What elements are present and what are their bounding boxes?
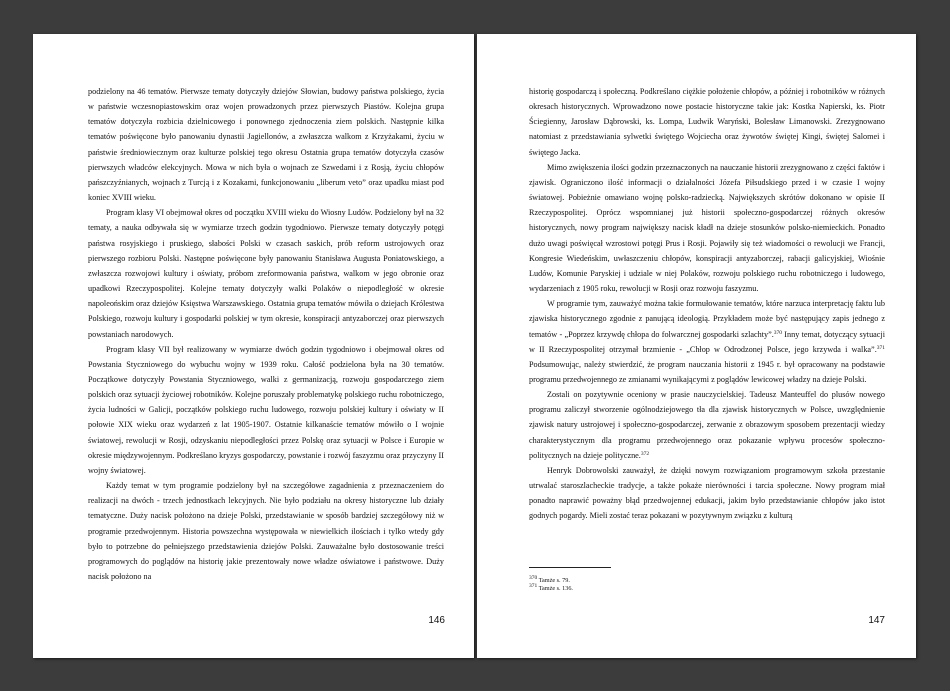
paragraph-text: W programie tym, zauważyć można takie formułowanie tematów, które narzuca interpretację faktu lub zjawiska historycznego zgodnie z panującą ideologią. Przykładem może być następujący zapis jednego z tematów - „Poprzez krzywdę chłopa do folwarcznej gospodarki szlachty”. bbox=[529, 299, 885, 339]
paragraph: Mimo zwiększenia ilości godzin przeznaczonych na nauczanie historii zrezygnowano z części faktów i zjawisk. Ograniczono ilość informacji o działalności Józefa Piłsudskiego przed i w czasie I wojny światowej. Pobieżnie omawiano wojnę polsko-radziecką. Największych skrótów dokonano w opisie II Rzeczypospolitej. Oprócz wspomnianej już historii społeczno-gospodarczej różnych okresów historycznych, nowy program największy nacisk kładł na dzieje stosunków polsko-niemieckich. Ponadto dużo uwagi poświęcał wzrostowi potęgi Prus i Rosji. Pojawiły się też wiadomości o rewolucji we Francji, Kongresie Wiedeńskim, uwłaszczeniu chłopów, konspiracji antyzaborczej, rabacji galicyjskiej, Wiośnie Ludów, Komunie Paryskiej i udziale w niej Polaków, rozwoju polskiego ruchu robotniczego i ludowego, wydarzeniach z 1905 roku, rewolucji w Rosji oraz rozwoju faszyzmu. bbox=[529, 162, 885, 294]
footnote-ref[interactable]: 372 bbox=[640, 450, 650, 457]
footnote-ref[interactable]: 370 bbox=[773, 329, 783, 336]
page-body bbox=[88, 84, 444, 584]
footnote-text: Tamże s. 79. bbox=[538, 577, 570, 584]
footnote-text: Tamże s. 136. bbox=[538, 584, 573, 592]
paragraph: Każdy temat w tym programie podzielony był na szczegółowe zagadnienia z przeznaczeniem do realizacji na dwóch - trzech jednostkach lekcyjnych. Nie było podziału na okresy historyczne lub działy tematyczne. Duży nacisk położono na dzieje Polski, przedstawianie w sposób bardziej szczegółowy niż w programie przedwojennym. Historia powszechna występowała w niewielkich ilościach i tylko wtedy gdy było to potrzebne do pełniejszego przedstawienia dziejów Polski. Zauważalne było dostosowanie treści programowych do poglądów na historię jakie prezentowały nowe władze oświatowe i państwowe. Duży nacisk położono na bbox=[88, 481, 444, 581]
footnote-number: 371 bbox=[529, 582, 538, 589]
paragraph: historię gospodarczą i społeczną. Podkreślano ciężkie położenie chłopów, a później i robotników w różnych okresach historycznych. Wprowadzono nowe postacie historyczne takie jak: Kostka Napierski, ks. Piotr Ściegienny, Jarosław Dąbrowski, ks. Lompa, Ludwik Waryński, Bolesław Limanowski. Zrezygnowano natomiast z przedstawiania sylwetki świętego Wojciecha oraz żywotów świętej Kingi, świętej Salomei i świętego Jacka. bbox=[529, 87, 885, 157]
page-147 bbox=[477, 34, 916, 658]
paragraph: Program klasy VII był realizowany w wymiarze dwóch godzin tygodniowo i obejmował okres od Powstania Styczniowego do wybuchu wojny w 1939 roku. Całość podzielona była na 30 tematów. Początkowe dotyczyły Powstania Styczniowego, walki z germanizacją, rozwoju gospodarczego ziem polskich oraz sytuacji życiowej robotników. Kolejne poruszały problematykę polskiego ruchu robotniczego, życia ludności w Galicji, początków polskiego ruchu ludowego, rozwoju polskiej kultury i oświaty w II połowie XIX wieku oraz wydarzeń z lat 1905-1907. Ostatnie kilkanaście tematów mówiło o I wojnie światowej, rewolucji w Rosji, odzyskaniu niepodległości przez Polskę oraz sytuacji w Polsce i Europie w okresie międzywojennym. Podkreślano kryzys gospodarczy, powstanie i rozwój faszyzmu oraz przyczyny II wojny światowej. bbox=[88, 344, 444, 475]
footnote-ref[interactable]: 371 bbox=[876, 344, 885, 351]
footnote bbox=[529, 577, 829, 585]
paragraph-text: Zostali on pozytywnie oceniony w prasie nauczycielskiej. Tadeusz Manteuffel do plusów nowego programu zaliczył stworzenie ogólnodziejowego tła dla zjawisk historycznych w Polsce, uwzględnienie zjawisk natury ustrojowej i społeczno-gospodarczej, zerwanie z obrazowym sposobem prezentacji wiedzy charakterystycznym dla programu przedwojennego oraz pokazanie wpływu procesów społeczno-politycznych na dzieje polityczne. bbox=[529, 390, 885, 460]
footnote bbox=[529, 582, 829, 593]
paragraph-text: Inny temat, dotyczący sytuacji w II Rzeczypospolitej otrzymał brzmienie - „Chłop w Odrodzonej Polsce, jego krzywda i walka”. bbox=[529, 329, 885, 354]
footnote-separator bbox=[529, 567, 611, 568]
footnotes bbox=[529, 577, 829, 593]
page-number: 146 bbox=[428, 615, 445, 626]
paragraph bbox=[529, 387, 885, 463]
paragraph: Henryk Dobrowolski zauważył, że dzięki nowym rozwiązaniom programowym szkoła przestanie utrwalać staroszlacheckie tradycje, a także pokaże nierówności i tarcia społeczne. Nowy program miał ponadto naprawić poważny błąd przedwojennej edukacji, jakim było przedstawianie chłopów jako istot godnych pogardy. Mieli zostać teraz pokazani w pozytywnym związku z kulturą bbox=[529, 465, 885, 521]
page-number: 147 bbox=[868, 615, 885, 626]
paragraph: Program klasy VI obejmował okres od początku XVIII wieku do Wiosny Ludów. Podzielony był na 32 tematy, a nauka odbywała się w wymiarze trzech godzin tygodniowo. Pierwsze tematy dotyczyły potęgi państwa rosyjskiego i pruskiego, słabości Polski w czasach saskich, prób reform ustrojowych oraz pierwszego rozbioru Polski. Następne poświęcone były panowaniu Stanisława Augusta Poniatowskiego, a zwłaszcza rozwojowi kultury i oświaty, próbom zreformowania państwa, walkom w jego obronie oraz upadkowi Rzeczypospolitej. Kolejne tematy dotyczyły walki Polaków o niepodległość w okresie napoleońskim oraz dziejów Księstwa Warszawskiego. Ostatnia grupa tematów mówiła o dziejach Królestwa Polskiego, rozwoju kultury i gospodarki polskiej w tym okresie, konspiracji antyzaborczej oraz pierwszych powstaniach narodowych. bbox=[88, 208, 444, 339]
paragraph-text: Podsumowując, należy stwierdzić, że program nauczania historii z 1945 r. był opracowany na podstawie programu przedwojennego ze zmianami wynikającymi z poglądów lewicowej władzy na dzieje Polski. bbox=[529, 359, 885, 384]
paragraph bbox=[529, 296, 885, 387]
footnote-number: 370 bbox=[529, 575, 538, 581]
page-body bbox=[529, 84, 885, 524]
paragraph: podzielony na 46 tematów. Pierwsze tematy dotyczyły dziejów Słowian, budowy państwa polskiego, życia w państwie wczesnopiastowskim oraz wojen prowadzonych przez pierwszych Piastów. Kolejna grupa tematów dotyczyła rozbicia dzielnicowego i ponownego zjednoczenia ziem polskich. Następnie kilka tematów poświęcone było panowaniu dynastii Jagiellonów, a zwłaszcza walkom z Krzyżakami, życiu w państwie średniowiecznym oraz kulturze polskiej tego okresu Ostatnia grupa tematów dotyczyła czasów pierwszych władców elekcyjnych. Mowa w nich była o wojnach ze Szwedami i z Rosją, życiu chłopów pańszczyźnianych, wojnach z Turcją i z Kozakami, funkcjonowaniu „liberum veto” oraz upadku miast pod koniec XVIII wieku. bbox=[88, 87, 444, 203]
page-146 bbox=[33, 34, 474, 658]
